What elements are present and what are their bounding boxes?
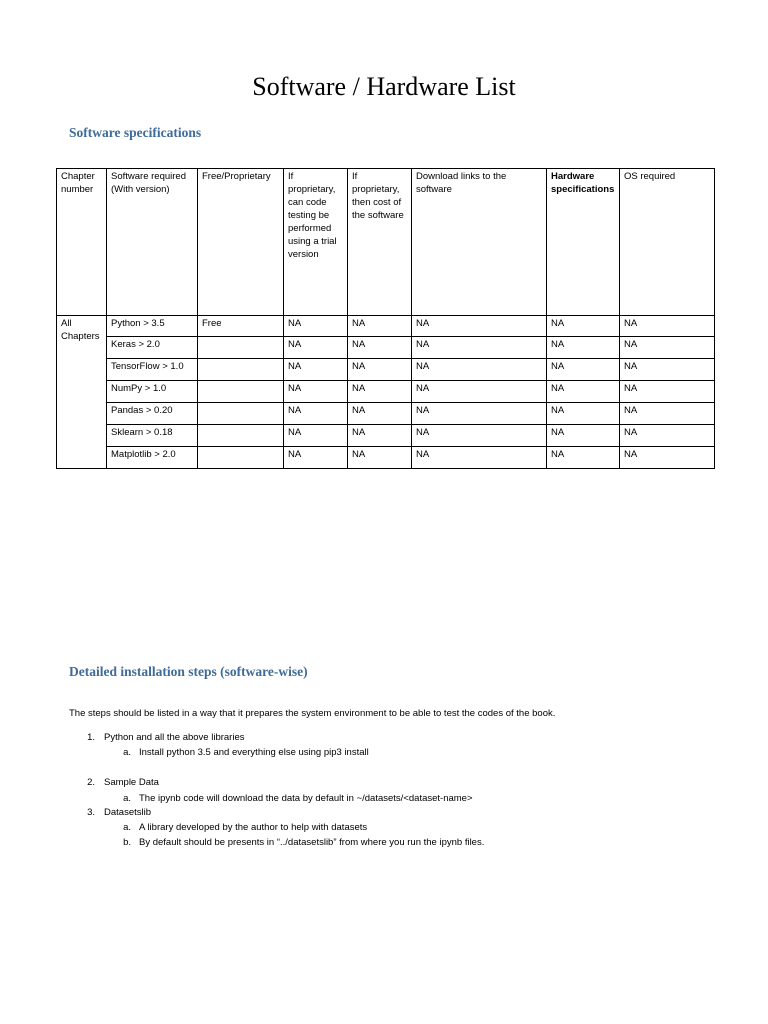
header-cell-software-required: Software required (With version): [107, 169, 198, 316]
list-text: Python and all the above libraries: [104, 732, 245, 743]
table-cell: NA: [620, 381, 715, 403]
list-number: a.: [123, 747, 131, 758]
list-number: 2.: [87, 777, 95, 788]
section-heading-installation-steps: Detailed installation steps (software-wise): [69, 664, 308, 679]
table-cell: NA: [284, 403, 348, 425]
table-cell: NA: [620, 359, 715, 381]
table-cell: NA: [348, 447, 412, 469]
table-cell: NA: [348, 403, 412, 425]
header-cell-hardware-specifications: Hardware specifications: [547, 169, 620, 316]
table-row: [57, 337, 715, 359]
table-row: [57, 316, 715, 337]
table-cell: Python > 3.5: [107, 316, 198, 337]
section-heading-software-specifications: Software specifications: [69, 125, 202, 140]
table-row: [57, 381, 715, 403]
software-spec-table: [56, 168, 715, 469]
table-cell: NA: [620, 337, 715, 359]
table-cell: NA: [284, 316, 348, 337]
table-cell: Sklearn > 0.18: [107, 425, 198, 447]
list-text: A library developed by the author to help with datasets: [139, 822, 368, 833]
table-cell: NA: [547, 316, 620, 337]
table-cell: NA: [547, 403, 620, 425]
table-cell: NumPy > 1.0: [107, 381, 198, 403]
header-cell-chapter-number: Chapter number: [57, 169, 107, 316]
table-cell: NA: [284, 447, 348, 469]
intro-paragraph: The steps should be listed in a way that it prepares the system environment to be able to test the codes of the book.: [69, 708, 556, 719]
table-cell: NA: [284, 381, 348, 403]
table-cell: NA: [284, 337, 348, 359]
table-cell: NA: [412, 359, 547, 381]
table-cell: NA: [348, 359, 412, 381]
page-title: Software / Hardware List: [252, 72, 516, 101]
table-row: [57, 425, 715, 447]
table-cell: NA: [284, 359, 348, 381]
list-text: Datasetslib: [104, 807, 151, 818]
table-cell: Free: [198, 316, 284, 337]
table-cell: [198, 337, 284, 359]
table-cell: NA: [412, 425, 547, 447]
table-cell: [198, 359, 284, 381]
table-cell: NA: [547, 337, 620, 359]
table-header-row: [57, 169, 715, 316]
list-number: 3.: [87, 807, 95, 818]
table-row: [57, 359, 715, 381]
table-cell: NA: [412, 337, 547, 359]
chapter-cell: All Chapters: [57, 316, 107, 469]
table-cell: [198, 403, 284, 425]
table-cell: NA: [348, 381, 412, 403]
list-text: Sample Data: [104, 777, 159, 788]
table-cell: NA: [547, 447, 620, 469]
table-cell: [198, 381, 284, 403]
table-cell: [198, 425, 284, 447]
list-text: Install python 3.5 and everything else using pip3 install: [139, 747, 369, 758]
list-text: By default should be presents in “../datasetslib” from where you run the ipynb files.: [139, 837, 485, 848]
table-cell: NA: [412, 403, 547, 425]
table-cell: NA: [412, 447, 547, 469]
table-cell: NA: [348, 425, 412, 447]
header-cell-cost: If proprietary, then cost of the software: [348, 169, 412, 316]
list-text: The ipynb code will download the data by default in ~/datasets/<dataset-name>: [139, 793, 473, 804]
table-cell: TensorFlow > 1.0: [107, 359, 198, 381]
table-row: [57, 447, 715, 469]
table-cell: Keras > 2.0: [107, 337, 198, 359]
table-cell: NA: [620, 425, 715, 447]
list-number: b.: [123, 837, 131, 848]
list-number: 1.: [87, 732, 95, 743]
table-cell: Matplotlib > 2.0: [107, 447, 198, 469]
table-cell: [198, 447, 284, 469]
table-cell: NA: [547, 381, 620, 403]
table-cell: NA: [620, 447, 715, 469]
table-cell: NA: [348, 337, 412, 359]
table-cell: NA: [620, 403, 715, 425]
table-cell: Pandas > 0.20: [107, 403, 198, 425]
header-cell-os-required: OS required: [620, 169, 715, 316]
list-number: a.: [123, 822, 131, 833]
header-cell-trial-version: If proprietary, can code testing be performed using a trial version: [284, 169, 348, 316]
table-cell: NA: [284, 425, 348, 447]
table-cell: NA: [348, 316, 412, 337]
table-cell: NA: [412, 316, 547, 337]
table-cell: NA: [547, 425, 620, 447]
table-cell: NA: [412, 381, 547, 403]
table-cell: NA: [620, 316, 715, 337]
table-row: [57, 403, 715, 425]
header-cell-free-proprietary: Free/Proprietary: [198, 169, 284, 316]
list-number: a.: [123, 793, 131, 804]
table-cell: NA: [547, 359, 620, 381]
header-cell-download-links: Download links to the software: [412, 169, 547, 316]
